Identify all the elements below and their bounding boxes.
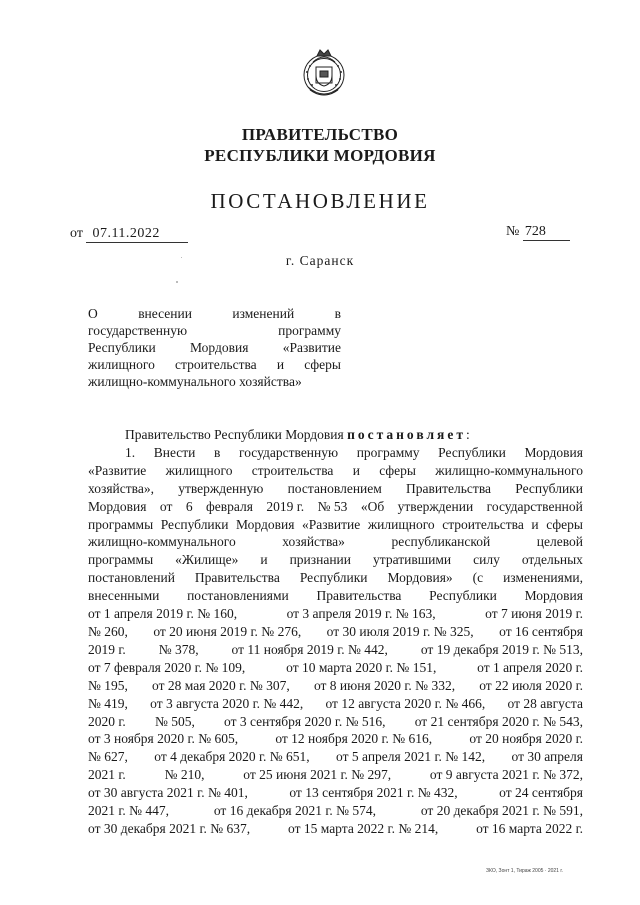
body-text-segment: от 28 августа <box>507 695 583 711</box>
body-text-segment: и <box>260 552 268 568</box>
body-text-segment: хозяйства», <box>88 480 154 496</box>
body-line <box>88 569 583 587</box>
subject-word: государственную <box>88 323 188 338</box>
date-prefix: от <box>70 226 83 241</box>
body-text-segment: от 19 декабря 2019 г. № 513, <box>420 641 583 657</box>
body-text-segment: от <box>159 498 173 514</box>
subject-line <box>88 339 341 356</box>
body-line <box>88 498 583 516</box>
body-text-segment: от 12 августа 2020 г. № 466, <box>325 695 486 711</box>
subject-word: жилищного <box>88 357 155 372</box>
document-body <box>88 426 583 838</box>
body-text-segment: от 3 сентября 2020 г. № 516, <box>224 713 386 729</box>
document-number: 728 <box>523 224 570 241</box>
body-text-segment: от 30 августа 2021 г. № 401, <box>88 785 248 801</box>
body-text-segment: от 20 декабря 2021 г. № 591, <box>420 803 583 819</box>
body-text-segment: от 1 апреля 2020 г. <box>477 659 583 675</box>
date-field <box>70 226 188 243</box>
body-text-segment: от 30 апреля <box>511 749 583 765</box>
body-line <box>88 730 583 748</box>
body-text-segment: Правительства <box>316 588 402 604</box>
body-text-segment: «Развитие <box>301 516 361 532</box>
body-text-segment: Мордовия <box>524 444 583 460</box>
body-text-segment: от 30 июля 2019 г. № 325, <box>326 623 474 639</box>
body-text-segment: 2019 г. <box>88 641 126 657</box>
body-text-segment: от 9 августа 2021 г. № 372, <box>429 767 583 783</box>
body-text-segment: программу <box>356 444 420 460</box>
body-text-segment: от 11 ноября 2019 г. № 442, <box>231 641 388 657</box>
body-text-segment: Мордовия <box>524 588 583 604</box>
body-text-segment: от 8 июня 2020 г. № 332, <box>313 677 456 693</box>
body-text-segment: Мордовия» <box>387 570 453 586</box>
body-text-segment: от 4 декабря 2020 г. № 651, <box>154 749 310 765</box>
body-line <box>88 462 583 480</box>
body-text-segment: от 21 сентября 2020 г. № 543, <box>414 713 583 729</box>
body-text-segment: изменениями, <box>503 570 583 586</box>
body-line <box>88 695 583 713</box>
body-text-segment: № 627, <box>88 749 128 765</box>
body-text-segment: № 210, <box>164 767 205 783</box>
body-text-segment: сферы <box>379 462 416 478</box>
body-text-segment: от 5 апреля 2021 г. № 142, <box>336 749 486 765</box>
body-text-segment: от 3 апреля 2019 г. № 163, <box>286 606 436 622</box>
body-text-segment: от 10 марта 2020 г. № 151, <box>286 659 437 675</box>
subject-line <box>88 356 341 373</box>
body-text-segment: внесенными <box>88 588 160 604</box>
print-mark: ЗКО, Зонт 1, Тираж 2005 · 2021 г. <box>486 868 563 874</box>
body-text-segment: постановлениями <box>187 588 289 604</box>
body-text-segment: от 16 декабря 2021 г. № 574, <box>213 803 377 819</box>
body-line <box>88 605 583 623</box>
body-text-segment: программы <box>88 552 154 568</box>
body-text-segment: утверждении <box>397 498 474 514</box>
body-text-segment: государственную <box>239 444 339 460</box>
subject-word: Мордовия <box>190 340 249 355</box>
subject-word: программу <box>278 323 341 338</box>
body-text-segment: в <box>214 444 221 460</box>
body-text-segment: Республики <box>429 588 497 604</box>
body-text-segment: Республики <box>438 444 506 460</box>
body-text-segment: 2019 г. <box>266 498 305 514</box>
body-line <box>88 713 583 731</box>
body-line <box>88 802 583 820</box>
body-text-segment: от 3 ноября 2020 г. № 605, <box>88 731 239 747</box>
subject-word: О <box>88 306 98 321</box>
subject-line <box>88 322 341 339</box>
subject-word: Республики <box>88 340 156 355</box>
body-text-segment: Республики <box>515 480 583 496</box>
body-text-segment: Республики <box>299 570 368 586</box>
body-text-segment: Правительства <box>406 480 492 496</box>
body-text-segment: республиканской <box>391 534 491 550</box>
body-text-segment: утратившими <box>373 552 452 568</box>
document-subject <box>88 305 341 390</box>
body-text-segment: 2020 г. <box>88 713 126 729</box>
subject-word: и <box>276 357 285 372</box>
body-text-segment: от 16 сентября <box>499 623 583 639</box>
body-text-segment: № 260, <box>88 623 128 639</box>
body-text-segment: Правительства <box>194 570 280 586</box>
body-text-segment: от 20 июня 2019 г. № 276, <box>153 623 302 639</box>
body-text-segment: строительства <box>442 516 524 532</box>
subject-line <box>88 373 341 390</box>
body-text-segment: Мордовия <box>236 516 295 532</box>
body-text-segment: жилищного <box>165 462 233 478</box>
body-line <box>88 444 583 462</box>
body-text-segment: жилищно-коммунального <box>435 462 583 478</box>
body-text-segment: и <box>352 462 360 478</box>
body-text-segment: отдельных <box>521 552 583 568</box>
body-line <box>88 641 583 659</box>
body-text-segment: от 1 апреля 2019 г. № 160, <box>88 606 238 622</box>
scan-speck <box>181 257 182 258</box>
body-text-segment: 6 <box>185 498 193 514</box>
intro-text: Правительство Республики Мордовия <box>125 427 348 442</box>
subject-word: «Развитие <box>282 340 341 355</box>
body-text-segment: жилищного <box>367 516 435 532</box>
body-text-segment: от 7 июня 2019 г. <box>485 606 583 622</box>
body-text-segment: программы <box>88 516 154 532</box>
body-line <box>88 533 583 551</box>
scan-speck <box>176 281 178 283</box>
body-line <box>88 820 583 838</box>
body-text-segment: Республики <box>160 516 229 532</box>
body-text-segment: утвержденную <box>178 480 264 496</box>
body-line <box>88 784 583 802</box>
body-line <box>88 587 583 605</box>
body-text-segment: жилищно-коммунального <box>88 534 236 550</box>
subject-word: сферы <box>304 357 341 372</box>
body-text-segment: 1. <box>125 444 136 460</box>
paragraph-1 <box>88 444 583 838</box>
subject-line <box>88 305 341 322</box>
body-text-segment: целевой <box>536 534 583 550</box>
body-text-segment: «Об <box>360 498 385 514</box>
body-text-segment: № 195, <box>88 677 128 693</box>
body-text-segment: «Жилище» <box>175 552 239 568</box>
subject-word: изменений <box>232 306 295 321</box>
intro-colon: : <box>465 427 470 442</box>
subject-word: жилищно-коммунального хозяйства» <box>88 374 302 389</box>
org-name-line2: РЕСПУБЛИКИ МОРДОВИЯ <box>204 146 436 165</box>
coat-of-arms-emblem <box>298 44 350 102</box>
body-text-segment: сферы <box>546 516 583 532</box>
body-text-segment: от 28 мая 2020 г. № 307, <box>152 677 290 693</box>
subject-word: в <box>334 306 341 321</box>
document-date: 07.11.2022 <box>86 226 187 243</box>
body-text-segment: хозяйства» <box>282 534 345 550</box>
body-text-segment: от 12 ноября 2020 г. № 616, <box>275 731 433 747</box>
body-text-segment: февраля <box>206 498 253 514</box>
org-name-line1: ПРАВИТЕЛЬСТВО <box>241 125 399 144</box>
body-text-segment: № 419, <box>88 695 128 711</box>
subject-word: внесении <box>138 306 192 321</box>
body-line <box>88 516 583 534</box>
body-text-segment: строительства <box>251 462 334 478</box>
body-line <box>88 480 583 498</box>
intro-decree-word: постановляет <box>347 427 466 442</box>
body-text-segment: от 22 июля 2020 г. <box>479 677 583 693</box>
body-text-segment: признании <box>289 552 352 568</box>
body-text-segment: 2021 г. № 447, <box>88 803 170 819</box>
body-text-segment: постановлений <box>88 570 175 586</box>
body-text-segment: Мордовия <box>88 498 147 514</box>
body-line <box>88 766 583 784</box>
body-line <box>88 551 583 569</box>
document-type-title: ПОСТАНОВЛЕНИЕ <box>210 189 430 213</box>
body-line <box>88 677 583 695</box>
body-text-segment: от 25 июня 2021 г. № 297, <box>243 767 392 783</box>
body-text-segment: «Развитие <box>88 462 147 478</box>
body-text-segment: и <box>531 516 539 532</box>
body-text-segment: № 378, <box>158 641 199 657</box>
body-text-segment: (с <box>472 570 484 586</box>
city-name: г. Саранск <box>285 253 355 268</box>
body-text-segment: Внести <box>153 444 196 460</box>
body-text-segment: от 3 августа 2020 г. № 442, <box>150 695 304 711</box>
body-line <box>88 623 583 641</box>
body-text-segment: от 30 декабря 2021 г. № 637, <box>88 820 251 836</box>
body-text-segment: постановлением <box>287 480 382 496</box>
body-line <box>88 748 583 766</box>
intro-paragraph <box>88 426 583 444</box>
body-text-segment: силу <box>473 552 500 568</box>
body-text-segment: от 20 ноября 2020 г. <box>469 731 583 747</box>
subject-word: строительства <box>175 357 257 372</box>
number-prefix: № <box>506 224 520 239</box>
body-text-segment: от 7 февраля 2020 г. № 109, <box>88 659 246 675</box>
body-text-segment: государственной <box>486 498 583 514</box>
body-text-segment: от 16 марта 2022 г. <box>476 820 583 836</box>
body-text-segment: от 13 сентября 2021 г. № 432, <box>289 785 458 801</box>
body-text-segment: № 53 <box>317 498 348 514</box>
body-text-segment: 2021 г. <box>88 767 126 783</box>
body-text-segment: от 24 сентября <box>499 785 583 801</box>
body-text-segment: от 15 марта 2022 г. № 214, <box>288 820 439 836</box>
body-line <box>88 659 583 677</box>
body-text-segment: № 505, <box>154 713 195 729</box>
number-field <box>506 224 570 241</box>
